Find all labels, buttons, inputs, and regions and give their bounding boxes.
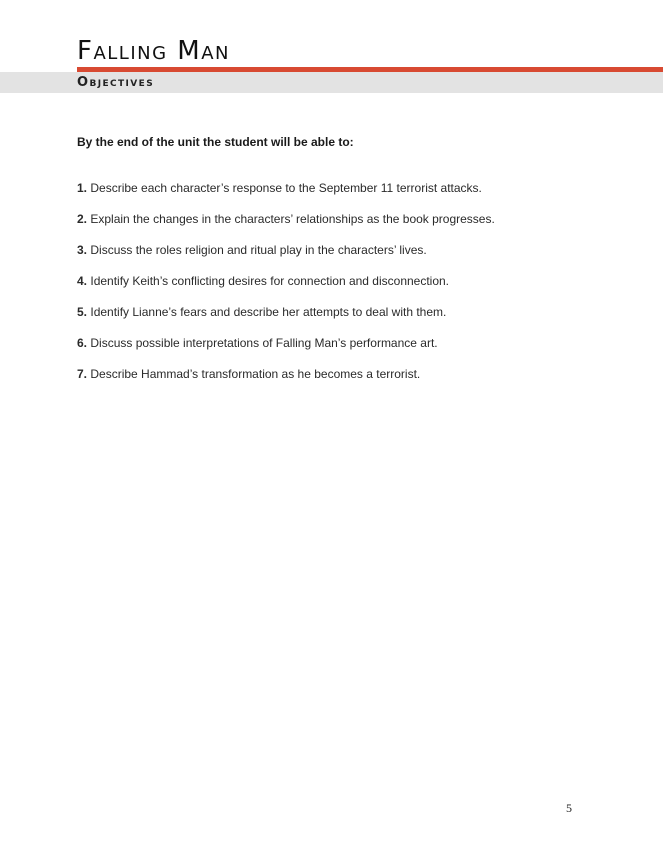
objectives-list bbox=[77, 180, 597, 397]
objective-number: 6. bbox=[77, 336, 88, 350]
objectives-intro: By the end of the unit the student will be able to: bbox=[77, 135, 354, 149]
objective-text: Discuss the roles religion and ritual play in the characters’ lives. bbox=[90, 243, 427, 257]
objective-text: Discuss possible interpretations of Falling Man’s performance art. bbox=[90, 336, 438, 350]
document-title: Falling Man bbox=[77, 36, 231, 66]
objective-item bbox=[77, 335, 597, 366]
objective-text: Describe each character’s response to the September 11 terrorist attacks. bbox=[90, 181, 482, 195]
objective-item bbox=[77, 273, 597, 304]
objective-number: 4. bbox=[77, 274, 88, 288]
objective-number: 1. bbox=[77, 181, 88, 195]
objective-text: Identify Keith’s conflicting desires for connection and disconnection. bbox=[90, 274, 450, 288]
objective-item bbox=[77, 366, 597, 397]
objective-text: Identify Lianne’s fears and describe her attempts to deal with them. bbox=[90, 305, 447, 319]
objective-number: 3. bbox=[77, 243, 88, 257]
objective-number: 5. bbox=[77, 305, 88, 319]
objective-text: Describe Hammad’s transformation as he becomes a terrorist. bbox=[90, 367, 421, 381]
objective-text: Explain the changes in the characters’ relationships as the book progresses. bbox=[90, 212, 495, 226]
objective-item bbox=[77, 242, 597, 273]
objective-number: 2. bbox=[77, 212, 88, 226]
objective-item bbox=[77, 211, 597, 242]
page-number: 5 bbox=[566, 801, 572, 815]
section-heading: Objectives bbox=[77, 75, 155, 90]
objective-number: 7. bbox=[77, 367, 88, 381]
objective-item bbox=[77, 180, 597, 211]
objective-item bbox=[77, 304, 597, 335]
